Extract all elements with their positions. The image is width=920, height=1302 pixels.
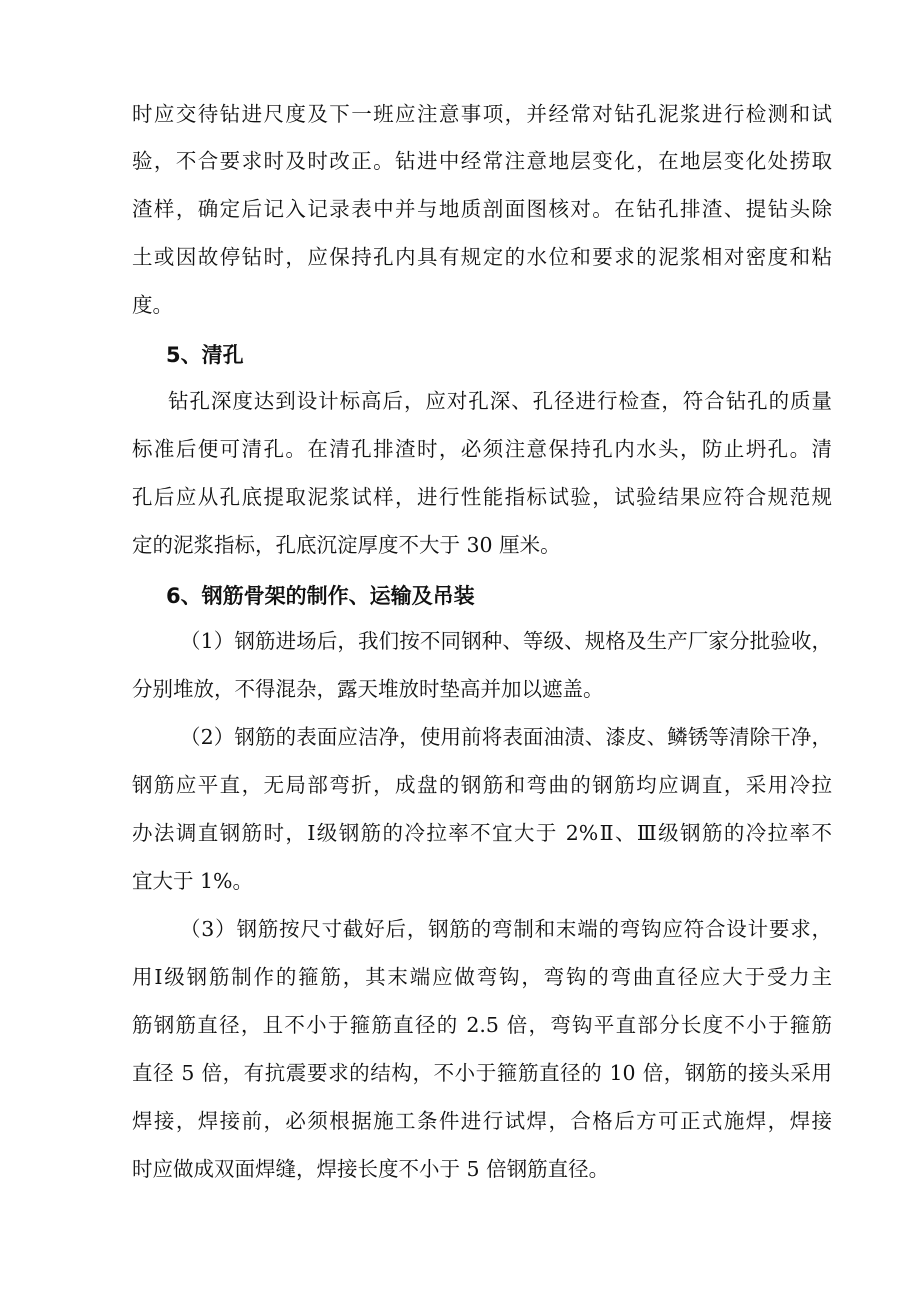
text-line: 焊接，焊接前，必须根据施工条件进行试焊，合格后方可正式施焊，焊接 xyxy=(132,1109,832,1133)
text-line: 时应做成双面焊缝，焊接长度不小于 5 倍钢筋直径。 xyxy=(132,1157,610,1181)
text-line: 筋钢筋直径，且不小于箍筋直径的 2.5 倍，弯钩平直部分长度不小于箍筋 xyxy=(132,1013,832,1037)
text-line: 土或因故停钻时，应保持孔内具有规定的水位和要求的泥浆相对密度和粘 xyxy=(132,245,832,269)
text-line: （1）钢筋进场后，我们按不同钢种、等级、规格及生产厂家分批验收， xyxy=(180,629,832,653)
text-line: 度。 xyxy=(132,293,173,317)
section-heading-cleaning: 5、清孔 xyxy=(166,343,244,367)
text-line: 时应交待钻进尺度及下一班应注意事项，并经常对钻孔泥浆进行检测和试 xyxy=(132,102,832,126)
text-line: 钢筋应平直，无局部弯折，成盘的钢筋和弯曲的钢筋均应调直，采用冷拉 xyxy=(132,773,832,797)
text-line: 渣样，确定后记入记录表中并与地质剖面图核对。在钻孔排渣、提钻头除 xyxy=(132,197,832,221)
text-line: 孔后应从孔底提取泥浆试样，进行性能指标试验，试验结果应符合规范规 xyxy=(132,485,832,509)
text-line: （3）钢筋按尺寸截好后，钢筋的弯制和末端的弯钩应符合设计要求， xyxy=(180,917,832,941)
text-line: 钻孔深度达到设计标高后，应对孔深、孔径进行检查，符合钻孔的质量 xyxy=(168,389,832,413)
text-line: （2）钢筋的表面应洁净，使用前将表面油渍、漆皮、鳞锈等清除干净， xyxy=(180,725,832,749)
text-line: 定的泥浆指标，孔底沉淀厚度不大于 30 厘米。 xyxy=(132,533,561,557)
text-line: 用Ⅰ级钢筋制作的箍筋，其末端应做弯钩，弯钩的弯曲直径应大于受力主 xyxy=(132,965,832,989)
text-line: 验，不合要求时及时改正。钻进中经常注意地层变化，在地层变化处捞取 xyxy=(132,149,832,173)
text-line: 办法调直钢筋时，Ⅰ级钢筋的冷拉率不宜大于 2%Ⅱ、Ⅲ级钢筋的冷拉率不 xyxy=(132,821,832,845)
text-line: 标准后便可清孔。在清孔排渣时，必须注意保持孔内水头，防止坍孔。清 xyxy=(132,437,832,461)
text-line: 宜大于 1%。 xyxy=(132,869,254,893)
text-line: 直径 5 倍，有抗震要求的结构，不小于箍筋直径的 10 倍，钢筋的接头采用 xyxy=(132,1061,832,1085)
section-heading-rebar: 6、钢筋骨架的制作、运输及吊装 xyxy=(166,584,475,608)
text-line: 分别堆放，不得混杂，露天堆放时垫高并加以遮盖。 xyxy=(132,677,604,701)
